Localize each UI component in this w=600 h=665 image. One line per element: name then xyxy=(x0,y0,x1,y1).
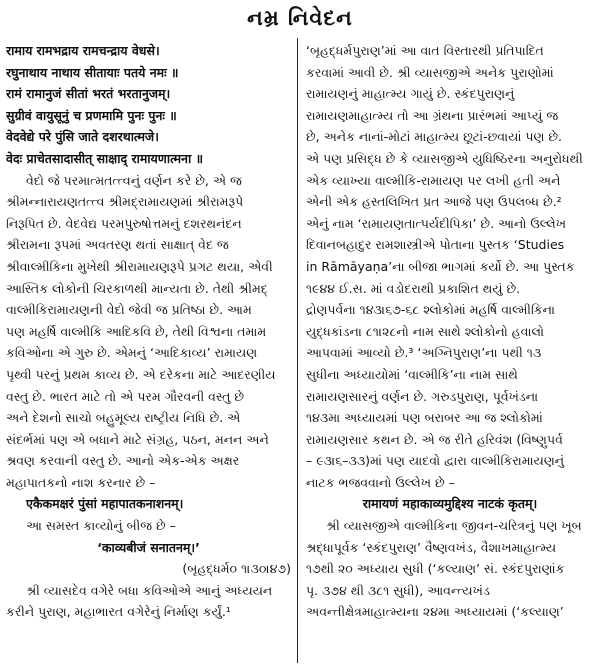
text-line: રામાયણનું માહાત્મ્ય ગાયું છે. સ્કંદપુરાણનું xyxy=(306,86,515,102)
text-line: પણ મહર્ષિ વાલ્મીકિ આદિકવિ છે, તેથી વિશ્વના તમામ xyxy=(6,323,267,339)
text-line: રામાયણસાર કથન છે. એ જ રીતે હરિવંશ (વિષ્ણુપર્વ xyxy=(306,431,563,447)
text-line: સંદર્ભમાં પણ એ બધાને માટે સંગ્રહ, પઠન, મનન અને xyxy=(6,431,269,447)
text-line: ૧૪૩મા અધ્યાયમાં પણ બરાબર આ જ શ્લોકોમાં xyxy=(306,410,543,426)
text-line: નાટક ભજવવાનો ઉલ્લેખ છે – xyxy=(306,474,455,490)
text-line: કવિઓના એ ગુરુ છે. એમનું ‘આદિકાવ્ય’ રામાયણ xyxy=(6,345,258,361)
page-title: નમ્ર નિવેદન xyxy=(247,6,353,30)
text-line: એનું નામ ‘રામાયણતાત્પર્યદીપિકા’ છે. આનો ઉલ્લેખ xyxy=(306,215,567,231)
text-line: એની એક હસ્તલિખિત પ્રત આજે પણ ઉપલબ્ધ છે.² xyxy=(306,194,562,210)
text-line: સુધીના અધ્યાયોમાં ‘વાલ્મીકિ’ના નામ સાથે xyxy=(306,366,518,382)
text-line: – ૯૩।૬–૩૩)માં પણ યાદવો દ્વારા વાલ્મીકિરામાયણનું xyxy=(306,453,565,469)
text-line: છે, અનેક નાનાં-મોટાં માહાત્મ્ય છૂટાં-છવાયાં પણ છે. xyxy=(306,129,562,145)
text-line: ‘બૃહદ્ધર્મપુરાણ’માં આ વાત વિસ્તારથી પ્રતિપાદિત xyxy=(306,43,544,58)
text-line: આ સમસ્ત કાવ્યોનું બીજ છે – xyxy=(26,518,176,534)
text-line: एकैकमक्षरं पुंसां महापातकनाशनम्। xyxy=(26,496,184,512)
right-column xyxy=(306,40,594,623)
column-divider xyxy=(297,38,298,663)
text-line: દિવાનબહાદુર રામશાસ્ત્રીએ પોતાના પુસ્તક ‘Studies xyxy=(306,237,565,253)
text-line: ‘काव्यबीजं सनातनम्।’ xyxy=(97,539,200,555)
text-line: रघुनाथाय नाथाय सीतायाः पतये नमः ॥ xyxy=(6,64,179,80)
text-line: વસ્તુ છે. ભારત માટે તો એ પરમ ગૌરવની વસ્તુ છે xyxy=(6,388,245,404)
text-line: ૧૭થી ૨૦ અધ્યાય સુધી (‘કલ્યાણ’ સં. સ્કંદપુરાણાંક xyxy=(306,561,565,577)
text-line: યુદ્ધકાંડના ૮૧।૨૮નો નામ સાથે શ્લોકોનો હવાલો xyxy=(306,323,545,339)
text-line: (બૃહદ્ધર્મ૦ ૧।૩૦।૪૭) xyxy=(182,561,291,577)
text-line: रामं रामानुजं सीतां भरतं भरतानुजम्। xyxy=(6,86,171,102)
text-line: શ્રી વ્યાસદેવ વગેરે બધા કવિઓએ આનું અધ્યયન xyxy=(26,582,273,598)
text-line: પૃથ્વી પરનું પ્રથમ કાવ્ય છે. એ દરેકના માટે આદરણીય xyxy=(6,366,276,382)
text-line: वेदवेद्ये परे पुंसि जाते दशरथात्मजे। xyxy=(6,129,159,145)
text-line: વેદો જે પરમાત્મતત્ત્વનું વર્ણન કરે છે, એ જ xyxy=(26,172,242,188)
left-column xyxy=(6,40,291,623)
text-line: નિરૂપિત છે. વેદવેદ્ય પરમપુરુષોત્તમનું દશરથનંદન xyxy=(6,215,242,231)
text-line: એ પણ પ્રસિદ્ધ છે કે વ્યાસજીએ યુધિષ્ઠિરના અનુરોધથી xyxy=(306,150,583,166)
text-line: रामाय रामभद्राय रामचन्द्राय वेधसे। xyxy=(6,43,160,58)
text-line: in Rāmāyaṇa’ના બીજા ભાગમાં કર્યો છે. આ પુસ્તક xyxy=(306,258,575,274)
text-line: મહાપાતકનો નાશ કરનાર છે – xyxy=(6,474,156,490)
text-line: सुग्रीवं वायुसूनुं च प्रणमामि पुनः पुनः ॥ xyxy=(6,107,177,123)
text-line: આપવામાં આવ્યો છે.³ ‘અગ્નિપુરાણ’ના પથી ૧૩ xyxy=(306,345,542,361)
text-line: કરવામાં આવી છે. શ્રી વ્યાસજીએ અનેક પુરાણોમાં xyxy=(306,64,554,80)
text-line: ૧૯૪૪ ઈ.સ. માં વડોદરાથી પ્રકાશિત થયું છે. xyxy=(306,280,521,296)
text-line: रामायणं महाकाव्यमुद्दिश्य नाटकं कृतम्। xyxy=(362,496,538,512)
text-line: वेदः प्राचेतसादासीत् साक्षाद् रामायणात्मना ॥ xyxy=(6,150,204,166)
text-line: રામાયણસારનું વર્ણન છે. ગરુડપુરાણ, પૂર્વખંડના xyxy=(306,388,539,404)
text-line: શ્રીમન્નારાયણતત્ત્વ શ્રીમદ્‌રામાયણમાં શ્રીરામરૂપે xyxy=(6,194,244,210)
text-line: શ્રીવાલ્મીકિના મુખેથી શ્રીરામાયણરૂપે પ્રગટ થયા, એવી xyxy=(6,258,273,274)
text-line: અવન્તીક્ષેત્રમાહાત્મ્યના ૨૪મા અધ્યાયમાં (‘કલ્યાણ’ xyxy=(306,604,564,620)
text-line: શ્રદ્ધાપૂર્વક ‘સ્કંદપુરાણ’ વૈષ્ણવખંડ, વૈશાખમાહાત્મ્ય xyxy=(306,539,557,555)
text-line: શ્રવણ કરવાની વસ્તુ છે. આનો એક-એક અક્ષર xyxy=(6,453,240,469)
text-line: કરીને પુરાણ, મહાભારત વગેરેનું નિર્માણ કર્યું.¹ xyxy=(6,604,231,620)
text-line: આસ્તિક લોકોની ચિરકાળથી માન્યતા છે. તેથી શ્રીમદ્ xyxy=(6,280,268,296)
text-line: દ્રોણપર્વના ૧૪૩।૬૭-૬૮ શ્લોકોમાં મહર્ષિ વાલ્મીકિના xyxy=(306,302,555,318)
text-line: વાલ્મીકિરામાયણની વેદો જેવી જ પ્રતિષ્ઠા છે. આમ xyxy=(6,302,252,318)
text-line: રામાયણમાહાત્મ્ય તો આ ગ્રંથના પ્રારંભમાં આપ્યું જ xyxy=(306,107,559,123)
text-line: શ્રી વ્યાસજીએ વાલ્મીકિના જીવન-ચરિત્રનું પણ ખૂબ xyxy=(326,518,582,534)
text-line: એક વ્યાખ્યા વાલ્મીકિ-રામાયણ પર લખી હતી અને xyxy=(306,172,561,188)
text-line: અને દેશનો સાચો બહુમૂલ્ય રાષ્ટ્રીય નિધિ છે. એ xyxy=(6,410,241,426)
text-line: શ્રીરામના રૂપમાં અવતરણ થતાં સાક્ષાત્ વેદ જ xyxy=(6,237,229,253)
text-line: પૃ. ૩૭૪ થી ૩૮૧ સુધી), આવન્ત્યખંડ xyxy=(306,582,490,598)
